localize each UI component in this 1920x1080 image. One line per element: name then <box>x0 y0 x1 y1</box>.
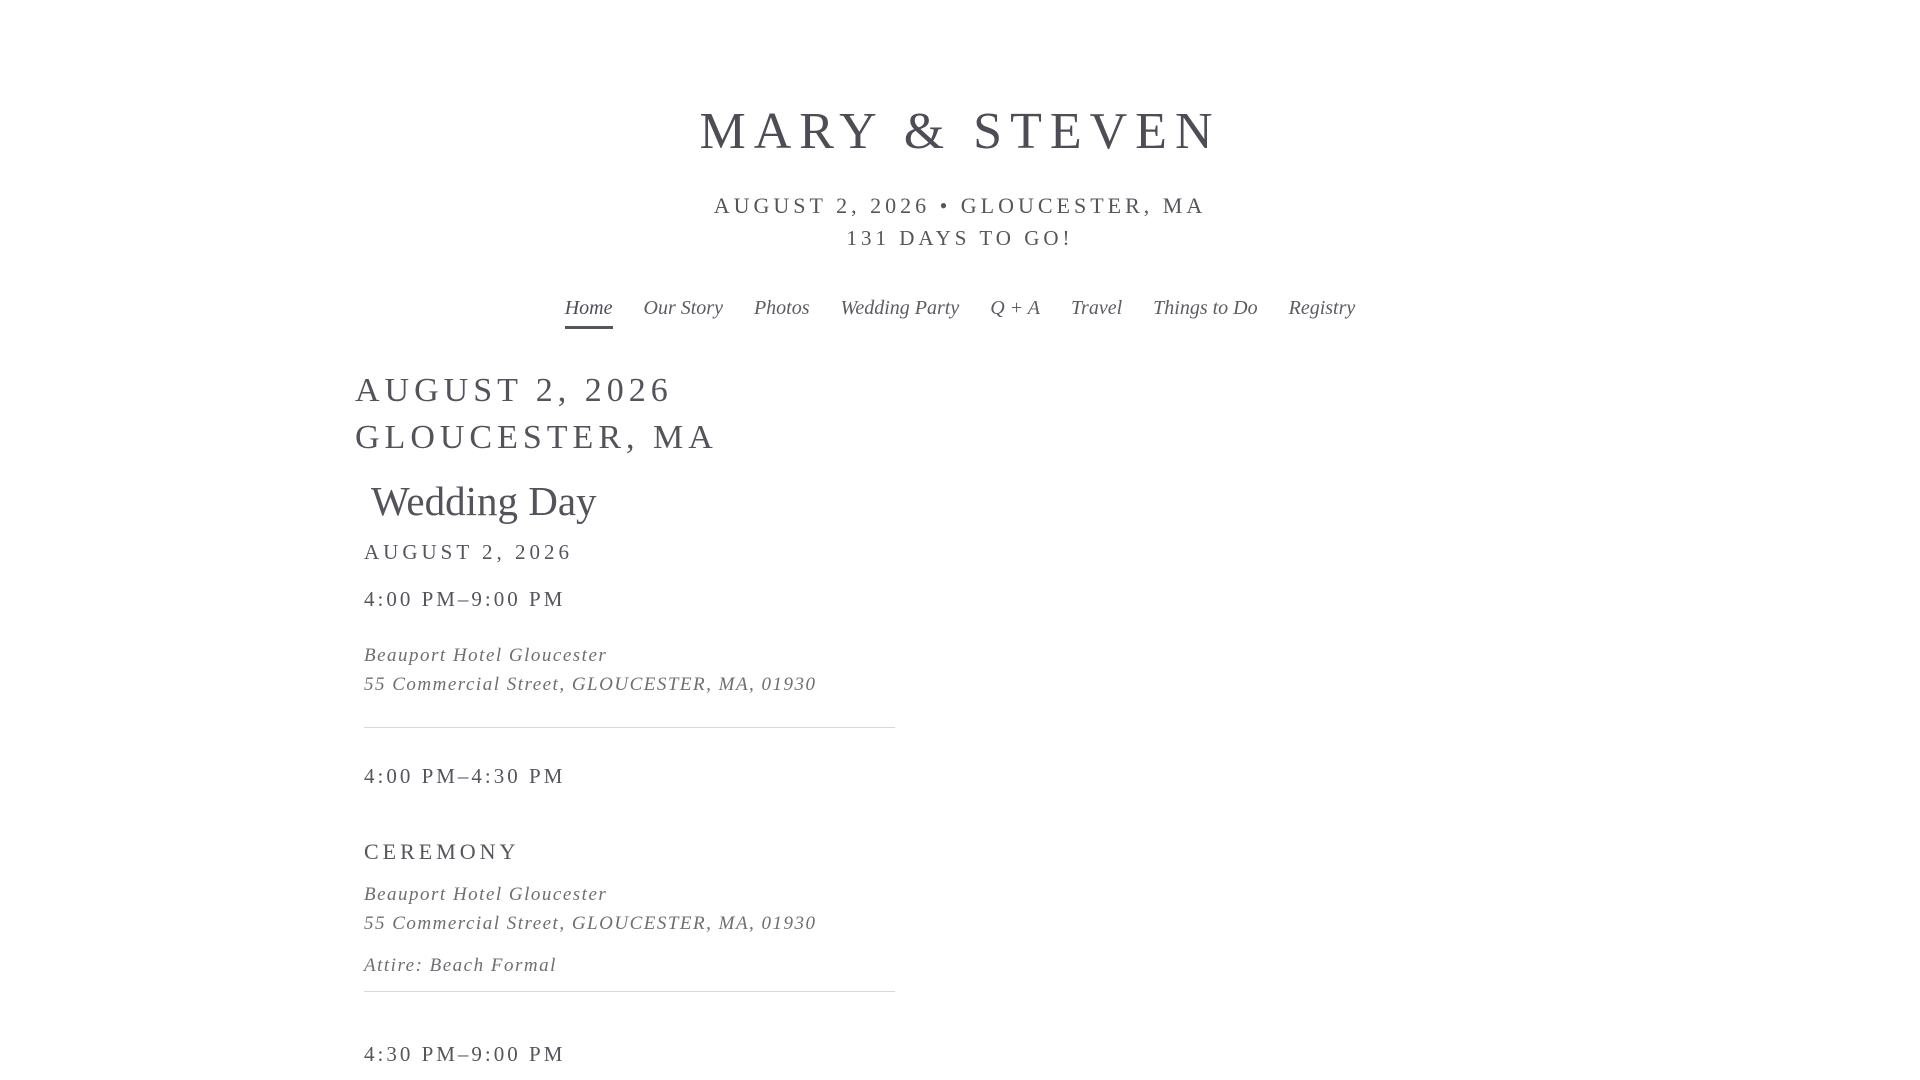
event-venue: Beauport Hotel Gloucester <box>364 884 608 905</box>
nav-item-things-to-do[interactable]: Things to Do <box>1153 297 1258 319</box>
home-page-content <box>355 367 1565 1067</box>
site-header <box>0 0 1920 251</box>
nav-item-q-and-a[interactable]: Q + A <box>990 297 1041 319</box>
event-time: 4:30 PM–9:00 PM <box>364 1042 566 1066</box>
event-address: 55 Commercial Street, GLOUCESTER, MA, 01930 <box>364 913 817 934</box>
couple-names-title: MARY & STEVEN <box>699 103 1221 160</box>
nav-item-photos[interactable]: Photos <box>753 297 810 319</box>
wedding-day-schedule <box>364 477 895 1067</box>
overview-venue: Beauport Hotel Gloucester <box>364 645 608 666</box>
page-heading-date: AUGUST 2, 2026 <box>355 372 673 409</box>
nav-item-home[interactable]: Home <box>565 297 613 329</box>
schedule-overview <box>364 587 895 728</box>
wedding-date-location: AUGUST 2, 2026 • GLOUCESTER, MA <box>713 193 1207 218</box>
page-heading <box>355 367 1565 461</box>
nav-item-wedding-party[interactable]: Wedding Party <box>840 297 960 319</box>
event-time: 4:00 PM–4:30 PM <box>364 764 566 788</box>
event-attire: Attire: Beach Formal <box>364 955 557 976</box>
event-name: CEREMONY <box>364 839 520 864</box>
schedule-divider <box>364 991 895 992</box>
schedule-title: Wedding Day <box>371 478 597 524</box>
main-navigation <box>0 297 1920 329</box>
overview-address: 55 Commercial Street, GLOUCESTER, MA, 01930 <box>364 674 817 695</box>
schedule-date: AUGUST 2, 2026 <box>364 540 574 564</box>
schedule-event-reception <box>364 1042 895 1067</box>
event-venue-block <box>364 880 895 938</box>
countdown-text: 131 DAYS TO GO! <box>846 226 1074 250</box>
page-heading-location: GLOUCESTER, MA <box>355 419 718 456</box>
schedule-divider <box>364 727 895 728</box>
schedule-event-ceremony <box>364 764 895 992</box>
nav-item-our-story[interactable]: Our Story <box>643 297 723 319</box>
nav-item-travel[interactable]: Travel <box>1071 297 1123 319</box>
overview-venue-block <box>364 641 895 699</box>
overview-time: 4:00 PM–9:00 PM <box>364 587 566 611</box>
nav-item-registry[interactable]: Registry <box>1288 297 1356 319</box>
